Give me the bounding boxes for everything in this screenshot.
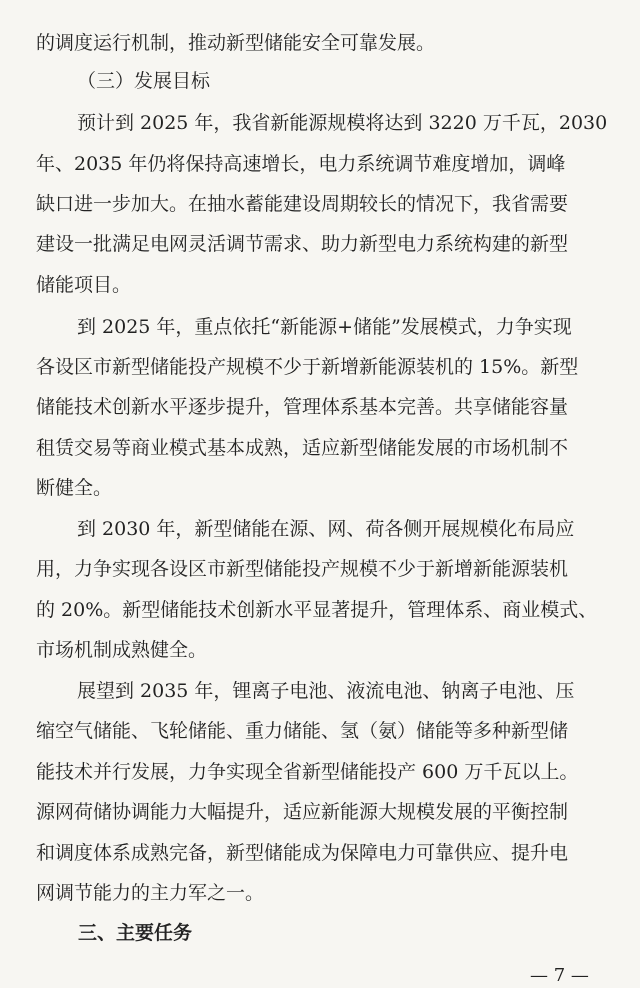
paragraph-line: 的 20%。新型储能技术创新水平显著提升，管理体系、商业模式、 bbox=[36, 599, 598, 621]
paragraph-line: 到 2025 年，重点依托“新能源+储能”发展模式，力争实现 bbox=[77, 316, 572, 338]
paragraph-line: 缺口进一步加大。在抽水蓄能建设周期较长的情况下，我省需要 bbox=[36, 193, 569, 215]
paragraph-line: 展望到 2035 年，锂离子电池、液流电池、钠离子电池、压 bbox=[77, 680, 575, 702]
page-number: — 7 — bbox=[530, 965, 589, 986]
paragraph-line: 建设一批满足电网灵活调节需求、助力新型电力系统构建的新型 bbox=[36, 233, 569, 255]
paragraph-line: 源网荷储协调能力大幅提升，适应新能源大规模发展的平衡控制 bbox=[36, 801, 569, 823]
paragraph-line: 各设区市新型储能投产规模不少于新增新能源装机的 15%。新型 bbox=[36, 356, 579, 378]
paragraph-line: 网调节能力的主力军之一。 bbox=[36, 882, 265, 904]
paragraph-line: 市场机制成熟健全。 bbox=[36, 639, 208, 661]
paragraph-line: 储能技术创新水平逐步提升，管理体系基本完善。共享储能容量 bbox=[36, 396, 569, 418]
paragraph-line: 储能项目。 bbox=[36, 274, 132, 296]
paragraph-line: 年、2035 年仍将保持高速增长，电力系统调节难度增加，调峰 bbox=[36, 153, 566, 175]
section-heading: 三、主要任务 bbox=[78, 922, 193, 944]
paragraph-line: 能技术并行发展，力争实现全省新型储能投产 600 万千瓦以上。 bbox=[36, 761, 579, 783]
section-subheading: （三）发展目标 bbox=[77, 70, 211, 92]
paragraph-line: 和调度体系成熟完备，新型储能成为保障电力可靠供应、提升电 bbox=[36, 842, 569, 864]
paragraph-line: 缩空气储能、飞轮储能、重力储能、氢（氨）储能等多种新型储 bbox=[36, 720, 569, 742]
paragraph-line: 预计到 2025 年，我省新能源规模将达到 3220 万千瓦，2030 bbox=[77, 112, 608, 134]
paragraph-line: 到 2030 年，新型储能在源、网、荷各侧开展规模化布局应 bbox=[77, 518, 575, 540]
paragraph-line: 用，力争实现各设区市新型储能投产规模不少于新增新能源装机 bbox=[36, 558, 569, 580]
paragraph-line: 断健全。 bbox=[36, 477, 113, 499]
paragraph-line: 租赁交易等商业模式基本成熟，适应新型储能发展的市场机制不 bbox=[36, 437, 569, 459]
text-line: 的调度运行机制，推动新型储能安全可靠发展。 bbox=[36, 32, 436, 54]
